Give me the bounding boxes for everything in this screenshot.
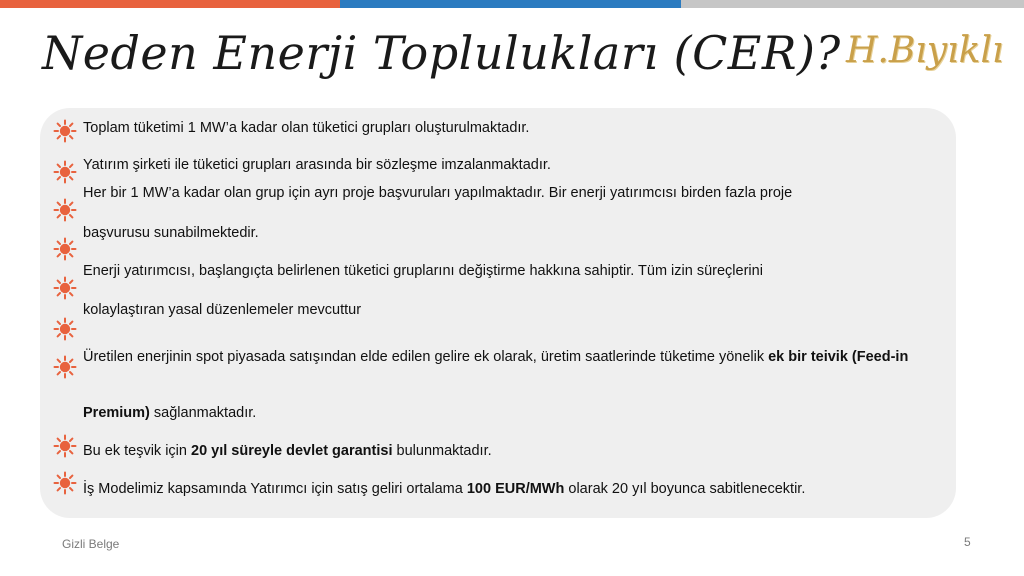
sun-icon <box>53 434 77 458</box>
sun-icon <box>53 355 77 379</box>
bullet-text-6-post: bulunmaktadır. <box>392 443 492 459</box>
page-number: 5 <box>964 535 971 549</box>
top-bar-gray <box>681 0 1024 8</box>
slide-title: Neden Enerji Toplulukları (CER)? <box>42 26 841 80</box>
sun-icon <box>53 119 77 143</box>
bullet-text-7 <box>83 480 805 498</box>
footer-confidential-label: Gizli Belge <box>62 537 120 551</box>
top-bar-orange <box>0 0 340 8</box>
bullet-text-4-line-2: kolaylaştıran yasal düzenlemeler mevcuttur <box>83 302 362 318</box>
bullet-text-6-bold: 20 yıl süreyle devlet garantisi <box>191 443 393 459</box>
bullet-text-5 <box>83 348 913 366</box>
bullet-text-5-bold-2: Premium) <box>83 405 150 421</box>
bullet-text-6-pre: Bu ek teşvik için <box>83 443 191 459</box>
bullet-text-1: Toplam tüketimi 1 MW’a kadar olan tüketici grupları oluşturulmaktadır. <box>83 120 530 136</box>
bullet-text-7-pre: İş Modelimiz kapsamında Yatırımcı için satış geliri ortalama <box>83 481 467 497</box>
sun-icon <box>53 471 77 495</box>
bullet-text-7-post: olarak 20 yıl boyunca sabitlenecektir. <box>564 481 806 497</box>
sun-icon <box>53 198 77 222</box>
bullet-text-7-bold: 100 EUR/MWh <box>466 481 565 497</box>
logo: H.Bıyıklı <box>846 30 1004 71</box>
sun-icon <box>53 276 77 300</box>
bullet-text-5-pre: Üretilen enerjinin spot piyasada satışından elde edilen gelire ek olarak, üretim saatlerinde tüketime yönelik <box>83 349 769 365</box>
bullet-text-3-line-2: başvurusu sunabilmektedir. <box>83 225 259 241</box>
bullet-text-5-bold: ek bir teivik (Feed-in <box>768 349 909 365</box>
bullet-text-5-line-3 <box>83 404 256 422</box>
sun-icon <box>53 237 77 261</box>
bullet-text-5-post: sağlanmaktadır. <box>149 405 257 421</box>
top-bar-blue <box>340 0 681 8</box>
bullet-text-3-line-1: Her bir 1 MW’a kadar olan grup için ayrı proje başvuruları yapılmaktadır. Bir enerji yatırımcısı birden fazla proje <box>83 185 793 201</box>
sun-icon <box>53 317 77 341</box>
top-color-bar <box>0 0 1024 8</box>
bullet-text-2: Yatırım şirketi ile tüketici grupları arasında bir sözleşme imzalanmaktadır. <box>83 157 551 173</box>
sun-icon <box>53 160 77 184</box>
bullet-text-4-line-1: Enerji yatırımcısı, başlangıçta belirlenen tüketici gruplarını değiştirme hakkına sahiptir. Tüm izin süreçlerini <box>83 263 763 279</box>
bullet-text-6 <box>83 442 492 460</box>
